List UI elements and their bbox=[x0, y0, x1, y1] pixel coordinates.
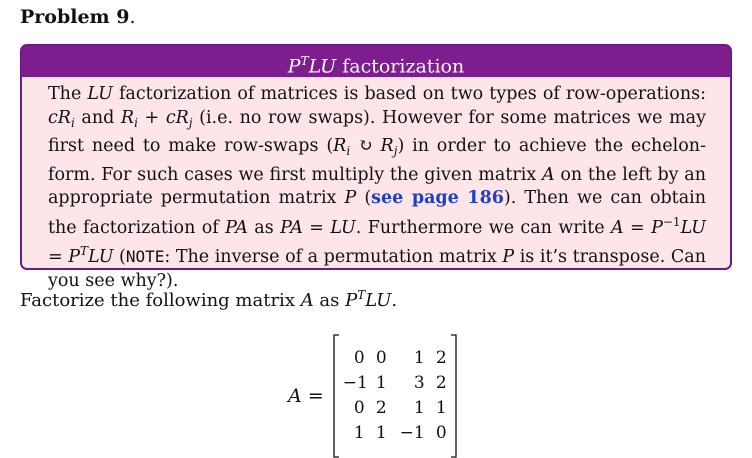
text-fragment: ( bbox=[356, 188, 372, 208]
matrix-cell: 1 bbox=[375, 373, 387, 393]
matrix-cell: 1 bbox=[353, 423, 365, 443]
math-sub: i bbox=[134, 115, 138, 130]
text-fragment: Can you see why?). bbox=[48, 247, 706, 291]
math-crj: cR bbox=[165, 107, 189, 128]
math-sub: i bbox=[346, 144, 351, 158]
math-rj: R bbox=[380, 136, 394, 156]
text-fragment: (i.e. no row swaps). However for some matrices we may first need to make row-swaps ( bbox=[48, 107, 706, 156]
matrix-cell: 2 bbox=[435, 348, 447, 368]
instruction-text: Factorize the following matrix bbox=[20, 290, 301, 311]
math-a: A bbox=[541, 164, 555, 185]
text-fragment: ). bbox=[503, 188, 517, 208]
box-body bbox=[22, 77, 730, 293]
right-bracket bbox=[450, 334, 458, 458]
title-lu: LU bbox=[308, 55, 337, 78]
text-fragment: . Furthermore we can write bbox=[355, 217, 605, 238]
matrix-equation bbox=[288, 334, 458, 458]
math-lu: LU bbox=[88, 247, 114, 267]
text-fragment: The bbox=[48, 84, 88, 104]
math-a: A bbox=[611, 217, 624, 238]
math-p: P bbox=[502, 247, 515, 267]
left-bracket bbox=[332, 334, 340, 458]
matrix-cell: 1 bbox=[413, 398, 425, 418]
matrix-grid bbox=[340, 346, 450, 446]
math-p: P bbox=[68, 247, 81, 267]
instruction-text: . bbox=[391, 290, 398, 311]
matrix-cell: −1 bbox=[342, 373, 368, 393]
instruction-text: as bbox=[313, 290, 346, 311]
text-fragment: Then we can obtain the factorization of bbox=[48, 188, 707, 238]
problem-dot: . bbox=[129, 6, 136, 28]
math-eq: = bbox=[302, 217, 331, 238]
problem-label: Problem 9 bbox=[20, 6, 130, 28]
matrix-cell: 1 bbox=[375, 423, 387, 443]
math-lu: LU bbox=[330, 217, 356, 238]
text-fragment: is it’s transpose. bbox=[514, 247, 666, 267]
matrix-cell: 1 bbox=[435, 398, 447, 418]
math-plus: + bbox=[137, 107, 160, 128]
math-pa: PA bbox=[280, 217, 303, 238]
matrix-name: A bbox=[288, 385, 302, 407]
matrix-equals: = bbox=[307, 385, 324, 407]
math-eq: = bbox=[48, 247, 69, 267]
matrix-cell: 1 bbox=[413, 348, 425, 368]
title-p: P bbox=[287, 55, 301, 78]
math-sub: j bbox=[393, 144, 398, 158]
math-cri: cR bbox=[48, 107, 71, 128]
text-fragment: as bbox=[247, 217, 281, 238]
math-eq: = bbox=[623, 217, 652, 238]
text-fragment: on the left by an appropriate permutation matrix bbox=[48, 164, 706, 208]
instruction bbox=[20, 288, 397, 311]
matrix-cell: 3 bbox=[413, 373, 425, 393]
text-fragment: : The inverse of a permutation matrix bbox=[164, 247, 503, 267]
math-p: P bbox=[345, 290, 358, 311]
text-fragment: factorization of matrices is based on two types of row-operations: bbox=[112, 84, 706, 104]
math-p: P bbox=[651, 217, 663, 238]
matrix-cell: 0 bbox=[435, 423, 447, 443]
math-lu: LU bbox=[680, 217, 706, 238]
math-inverse: −1 bbox=[662, 214, 681, 229]
math-lu: LU bbox=[365, 290, 392, 311]
math-a: A bbox=[300, 290, 314, 311]
math-pa: PA bbox=[225, 217, 248, 238]
matrix-cell: 2 bbox=[435, 373, 447, 393]
swap-symbol: ↻ bbox=[350, 136, 381, 156]
matrix-cell: 0 bbox=[353, 348, 365, 368]
title-sup: T bbox=[300, 54, 309, 68]
box-title bbox=[22, 46, 730, 77]
matrix-cell: 0 bbox=[375, 348, 387, 368]
see-page-link[interactable]: see page 186 bbox=[371, 188, 504, 208]
definition-box bbox=[20, 44, 732, 291]
math-sub: j bbox=[188, 115, 193, 130]
title-suffix: factorization bbox=[342, 55, 465, 78]
math-lu: LU bbox=[87, 84, 113, 104]
note-label: NOTE bbox=[125, 247, 165, 266]
matrix-cell: −1 bbox=[399, 423, 425, 443]
math-transpose: T bbox=[80, 244, 89, 258]
problem-heading bbox=[20, 6, 136, 28]
text-fragment: ( bbox=[113, 247, 126, 267]
math-ri: R bbox=[333, 136, 347, 156]
math-p: P bbox=[344, 188, 357, 208]
math-sub: i bbox=[70, 115, 75, 130]
matrix-cell: 0 bbox=[353, 398, 365, 418]
math-transpose: T bbox=[357, 288, 366, 302]
text-fragment: ) in order to achieve the echelon-form. For such cases we first multiply the given matrix bbox=[48, 136, 706, 185]
matrix-cell: 2 bbox=[375, 398, 387, 418]
text-fragment: and bbox=[74, 107, 121, 128]
math-ri: R bbox=[120, 107, 135, 128]
matrix-label bbox=[288, 385, 324, 407]
